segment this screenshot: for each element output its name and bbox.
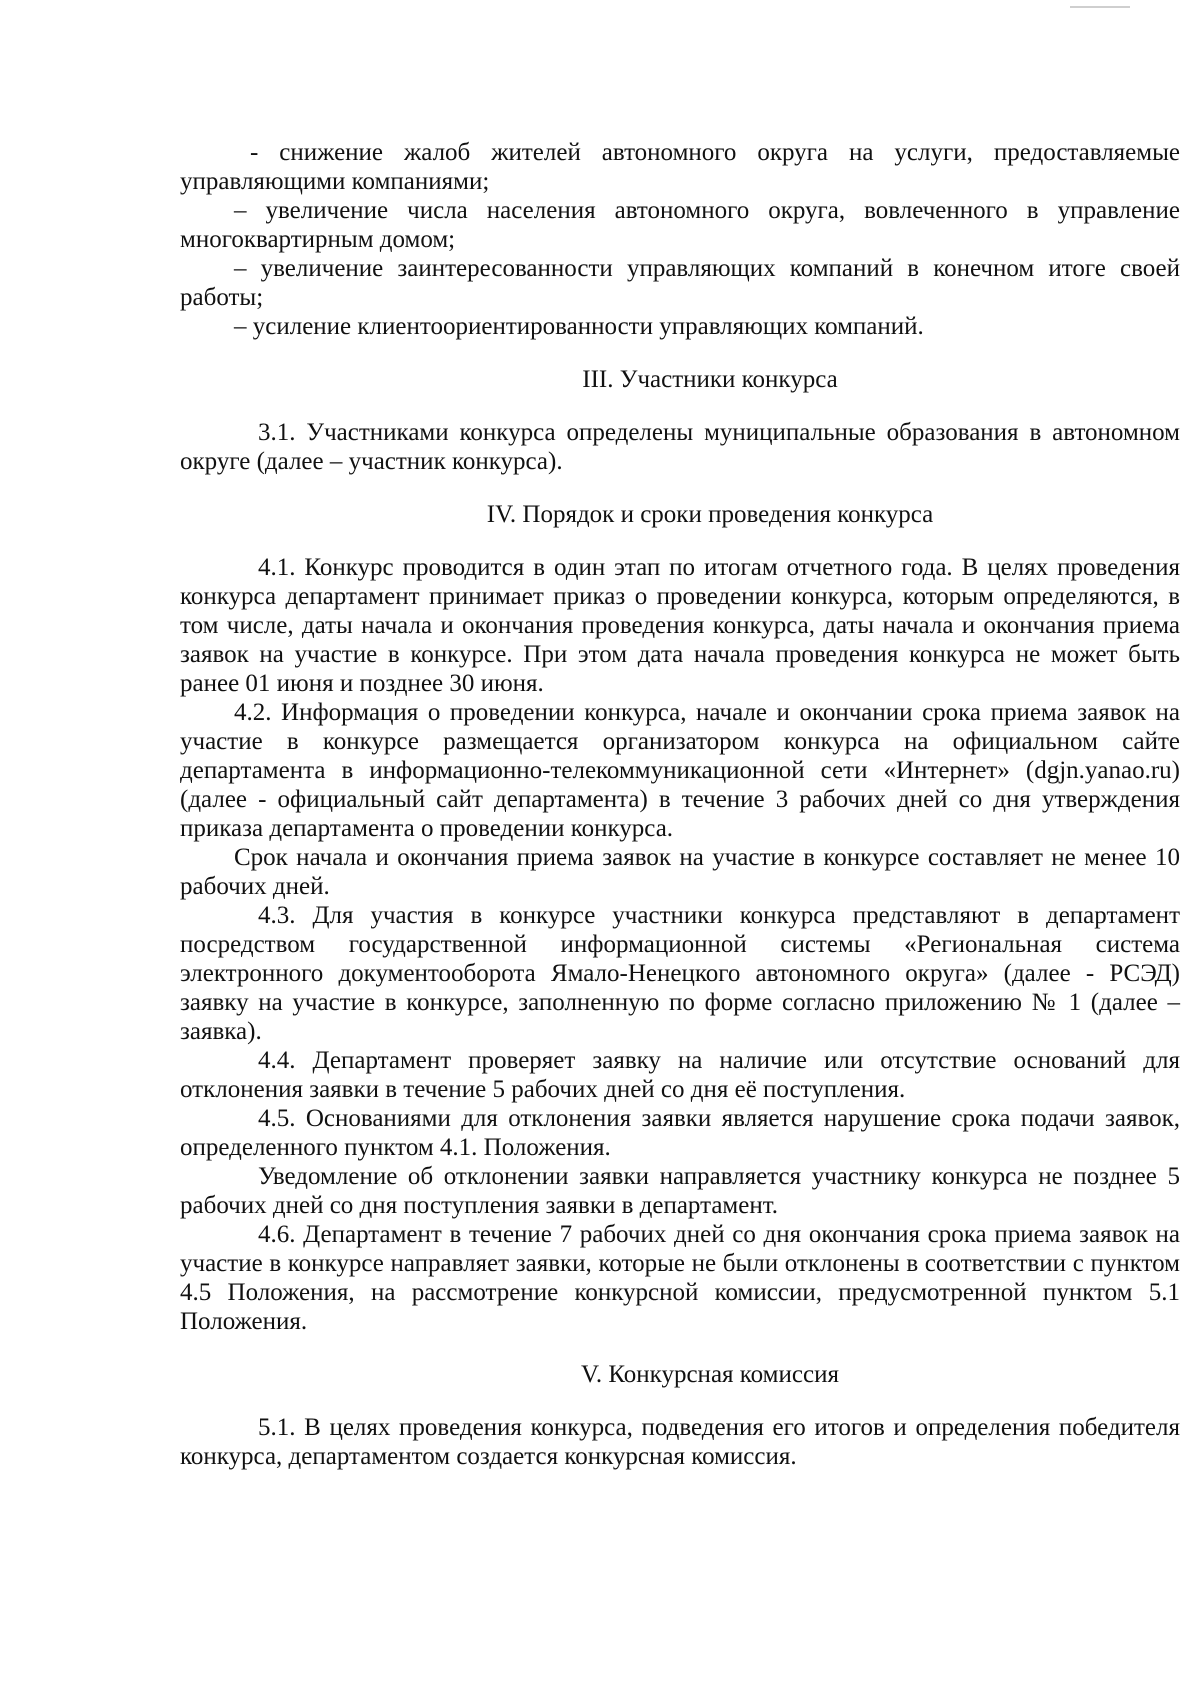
paragraph-4-2-term: Срок начала и окончания приема заявок на участие в конкурсе составляет не менее 10 рабочих дней. bbox=[180, 844, 1180, 900]
paragraph-3-1: 3.1. Участниками конкурса определены муниципальные образования в автономном округе (далее – участник конкурса). bbox=[180, 419, 1180, 475]
bullet-item: - снижение жалоб жителей автономного округа на услуги, предоставляемые управляющими компаниями; bbox=[180, 139, 1180, 195]
paragraph-4-2: 4.2. Информация о проведении конкурса, начале и окончании срока приема заявок на участие в конкурсе размещается организатором конкурса на официальном сайте департамента в информационно-телекоммуникационной сети «Интернет» (dgjn.yanao.ru) (далее - официальный сайт департамента) в течение 3 рабочих дней со дня утверждения приказа департамента о проведении конкурса. bbox=[180, 699, 1180, 842]
bullet-item: – усиление клиентоориентированности управляющих компаний. bbox=[234, 313, 924, 340]
paragraph-4-6: 4.6. Департамент в течение 7 рабочих дней со дня окончания срока приема заявок на участие в конкурсе направляет заявки, которые не были отклонены в соответствии с пунктом 4.5 Положения, на рассмотрение конкурсной комиссии, предусмотренной пунктом 5.1 Положения. bbox=[180, 1221, 1180, 1335]
bullet-item: – увеличение числа населения автономного округа, вовлеченного в управление многоквартирным домом; bbox=[180, 197, 1180, 253]
document-page bbox=[180, 138, 1180, 1471]
paragraph-4-5-notice: Уведомление об отклонении заявки направляется участнику конкурса не позднее 5 рабочих дней со дня поступления заявки в департамент. bbox=[180, 1163, 1180, 1219]
paragraph-4-3: 4.3. Для участия в конкурсе участники конкурса представляют в департамент посредством государственной информационной системы «Региональная система электронного документооборота Ямало-Ненецкого автономного округа» (далее - РСЭД) заявку на участие в конкурсе, заполненную по форме согласно приложению № 1 (далее – заявка). bbox=[180, 902, 1180, 1045]
section-heading: IV. Порядок и сроки проведения конкурса bbox=[486, 501, 934, 528]
paragraph-4-4: 4.4. Департамент проверяет заявку на наличие или отсутствие оснований для отклонения заявки в течение 5 рабочих дней со дня её поступления. bbox=[180, 1047, 1180, 1103]
paragraph-5-1: 5.1. В целях проведения конкурса, подведения его итогов и определения победителя конкурса, департаментом создается конкурсная комиссия. bbox=[180, 1414, 1180, 1470]
section-heading: III. Участники конкурса bbox=[582, 366, 838, 393]
paragraph-4-1: 4.1. Конкурс проводится в один этап по итогам отчетного года. В целях проведения конкурса департамент принимает приказ о проведении конкурса, которым определяются, в том числе, даты начала и окончания проведения конкурса, даты начала и окончания приема заявок на участие в конкурсе. При этом дата начала проведения конкурса не может быть ранее 01 июня и позднее 30 июня. bbox=[180, 554, 1180, 697]
scan-edge-mark bbox=[1070, 0, 1130, 8]
bullet-item: – увеличение заинтересованности управляющих компаний в конечном итоге своей работы; bbox=[180, 255, 1180, 311]
paragraph-4-5: 4.5. Основаниями для отклонения заявки является нарушение срока подачи заявок, определенного пунктом 4.1. Положения. bbox=[180, 1105, 1180, 1161]
section-heading: V. Конкурсная комиссия bbox=[581, 1361, 839, 1388]
